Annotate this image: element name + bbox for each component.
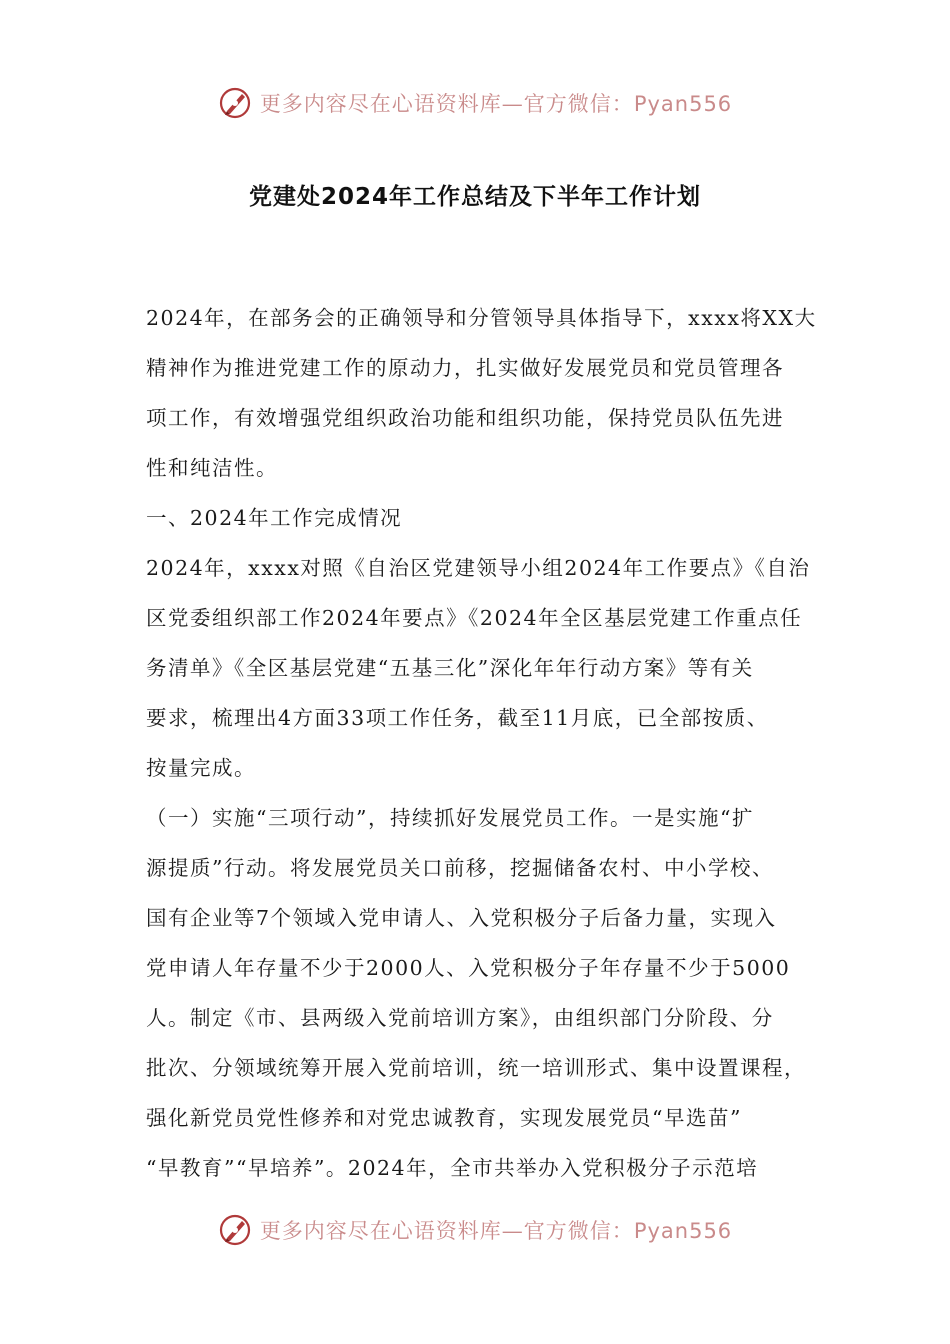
- body-line: 2024年，在部务会的正确领导和分管领导具体指导下，xxxx将XX大: [146, 306, 817, 330]
- body-line: 2024年，xxxx对照《自治区党建领导小组2024年工作要点》《自治: [146, 556, 811, 580]
- body-line: 人。制定《市、县两级入党前培训方案》，由组织部门分阶段、分: [146, 1006, 774, 1030]
- body-line: 务清单》《全区基层党建“五基三化”深化年年行动方案》等有关: [146, 656, 754, 680]
- body-line: 区党委组织部工作2024年要点》《2024年全区基层党建工作重点任: [146, 606, 803, 630]
- body-line: 精神作为推进党建工作的原动力，扎实做好发展党员和党员管理各: [146, 356, 784, 380]
- section-heading: 一、2024年工作完成情况: [146, 506, 403, 530]
- body-line: 源提质”行动。将发展党员关口前移，挖掘储备农村、中小学校、: [146, 856, 774, 880]
- body-line: 批次、分领域统筹开展入党前培训，统一培训形式、集中设置课程，: [146, 1056, 806, 1080]
- pen-seal-logo-icon: [218, 86, 252, 120]
- body-line: 性和纯洁性。: [146, 456, 278, 480]
- pen-seal-logo-icon: [218, 1213, 252, 1247]
- document-title: 党建处2024年工作总结及下半年工作计划: [248, 184, 701, 210]
- body-line: 按量完成。: [146, 756, 256, 780]
- watermark-text: 更多内容尽在心语资料库—官方微信：Pyan556: [259, 1219, 733, 1243]
- document-body: [146, 298, 817, 1198]
- watermark-text: 更多内容尽在心语资料库—官方微信：Pyan556: [259, 92, 733, 116]
- subsection-line: （一）实施“三项行动”，持续抓好发展党员工作。一是实施“扩: [146, 806, 754, 830]
- watermark-banner-bottom: [0, 1208, 950, 1252]
- body-line: 强化新党员党性修养和对党忠诚教育，实现发展党员“早选苗”: [146, 1106, 742, 1130]
- body-line: “早教育”“早培养”。2024年，全市共举办入党积极分子示范培: [146, 1156, 759, 1180]
- watermark-banner-top: [0, 81, 950, 125]
- body-line: 要求，梳理出4方面33项工作任务，截至11月底，已全部按质、: [146, 706, 769, 730]
- body-line: 国有企业等7个领域入党申请人、入党积极分子后备力量，实现入: [146, 906, 777, 930]
- body-line: 党申请人年存量不少于2000人、入党积极分子年存量不少于5000: [146, 956, 791, 980]
- body-line: 项工作，有效增强党组织政治功能和组织功能，保持党员队伍先进: [146, 406, 784, 430]
